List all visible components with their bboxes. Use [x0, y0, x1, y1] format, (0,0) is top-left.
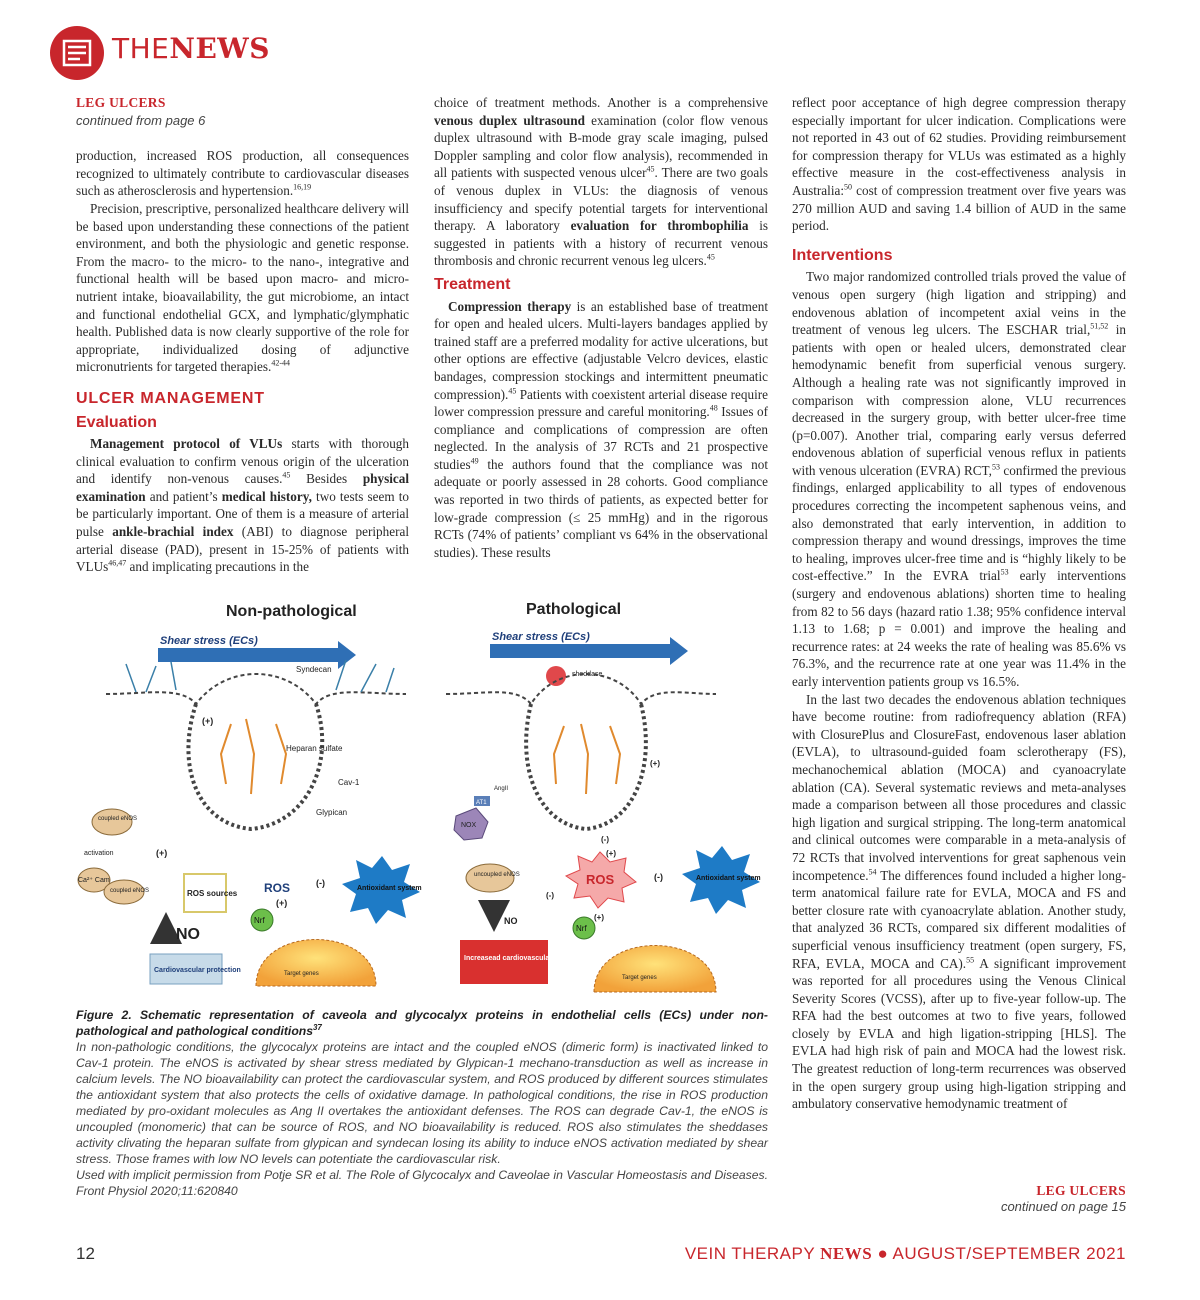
subheading: Evaluation [76, 413, 157, 431]
label-nrf-left: Nrf [254, 916, 265, 925]
heparan-strand-right [554, 724, 620, 794]
column-3 [792, 94, 1126, 1113]
masthead-title: THENEWS [112, 32, 270, 65]
label-target-genes-right: Target genes [622, 975, 657, 981]
paragraph: In the last two decades the endovenous ablation techniques have become routine: from radiofrequency ablation (RFA) with ClosurePlus and ClosureFast, endovenous laser ablation (EVLA), to ultrasound-guided foam sclerotherapy (FS), mechanochemical ablation (MOCA) and cyanoacrylate ablation (CA). Several systematic reviews and meta-analyses made a comparison between all those procedures and classic high ligation and surgical stripping. The long-term anatomical and clinical outcomes were comparable in a meta-analysis of 72 RCTs that involved interventions for great saphenous vein incompetence.$^{54}$ The differences found included a higher long-term anatomical failure rate for EVLA, MOCA and FS and better closure rate with cyanoacrylate ablation. Another study, that analyzed 36 RCTs, compared six different modalities of superficial venous insufficiency treatment (open surgery, FS, RFA, EVLA, MOCA and CA).$^{55}$ A significant improvement was reported for all procedures using the Venous Clinical Severity Scores (VCSS), after up to five-year follow-up. The RFA had the best outcomes at two to five years, followed closely by EVLA and high ligation-stripping [HLS]. The EVLA had high risk of pain and MOCA had the lowest risk. The greatest reduction of long-term recurrences was observed in the open surgery group using high-ligation stripping and ambulatory conservative hemodynamic treatment of [792, 691, 1126, 1112]
figure-2-diagram [76, 594, 768, 1000]
label-ros-left: ROS [264, 881, 291, 895]
column-1 [76, 94, 409, 576]
label-nrf-right: Nrf [576, 924, 587, 933]
subheading: Interventions [792, 246, 893, 264]
publication-line: VEIN THERAPY NEWS ● AUGUST/SEPTEMBER 2021 [684, 1244, 1126, 1263]
bullet-icon: ● [877, 1244, 889, 1263]
caveola-body-right [526, 704, 646, 829]
paragraph: Precision, prescriptive, personalized healthcare delivery will be based upon understanding these connections of the patient environment, and both the physiologic and genetic response. From the macro- to the micro- to the nano-, integrative and functional health will be based upon macro- and micro-nutrient intake, bioavailability, the gut microbiome, an intact and functional endothelial GCX, and lymphatic/glymphatic health. Published data is now clearly supportive of the role for appropriate, individualized dosing of adjunctive micronutrients for targeted therapies.$^{42-44}$ [76, 200, 409, 375]
label-syndecan: Syndecan [296, 665, 332, 674]
paragraph: reflect poor acceptance of high degree compression therapy especially important for ulcer indication. Complications were not reported in 43 out of 62 studies. Providing reimbursement for compression therapy for VLUs was estimated as a highly effective measure in the cost-effectiveness analysis in Australia:$^{50}$ cost of compression treatment over five years was 270 million AUD and saving 1.4 billion of AUD in the same period. [792, 95, 1126, 234]
label-minus-3: (-) [546, 891, 554, 900]
shear-label-right: Shear stress (ECs) [492, 631, 590, 643]
label-plus-6: (+) [594, 913, 604, 922]
label-at1: AT1 [476, 800, 487, 806]
label-minus-2: (-) [601, 835, 609, 844]
continued-from: continued from page 6 [76, 112, 206, 128]
label-antioxidant-right: Antioxidant system [696, 875, 761, 882]
masthead-logo [50, 26, 410, 82]
shear-arrow-left [158, 648, 338, 662]
label-target-genes-left: Target genes [284, 971, 319, 977]
label-ros-right: ROS [586, 872, 615, 887]
label-uncoupled-enos: uncoupled eNOS [474, 872, 520, 878]
coupled-enos-left [92, 809, 132, 835]
sheddase-icon [546, 666, 566, 686]
increased-risk-box [460, 940, 548, 984]
paragraph: production, increased ROS production, all consequences recognized to ultimately contribute to cardiovascular diseases such as atherosclerosis and hypertension.$^{16,19}$ [76, 148, 409, 199]
section-kicker: LEG ULCERS [1036, 1183, 1126, 1198]
shear-arrowhead-left [338, 641, 356, 669]
label-coupled-enos: coupled eNOS [98, 816, 138, 822]
shear-arrow-right [490, 644, 670, 658]
label-plus-3: (+) [276, 898, 288, 908]
label-minus-4: (-) [654, 872, 663, 882]
column-2 [434, 94, 768, 561]
label-coupled-enos-2: coupled eNOS [110, 888, 150, 894]
label-sheddase: sheddase [572, 671, 603, 678]
label-nox: NOX [461, 822, 477, 829]
left-panel-title: Non-pathological [226, 603, 357, 620]
caveola-membrane-right [446, 674, 716, 704]
label-minus-1: (-) [316, 878, 325, 888]
label-plus-5: (+) [606, 849, 616, 858]
continued-on: continued on page 15 [1000, 1199, 1126, 1214]
cell-nucleus-right [594, 946, 716, 993]
heparan-strand [221, 719, 286, 794]
paragraph: Management protocol of VLUs starts with thorough clinical evaluation to confirm venous origin of the ulceration and identify non-venous causes.$^{45}$ Besides physical examination and patient’s medical history, two tests seem to be particularly important. One of them is a measure of arterial pulse ankle-brachial index (ABI) to diagnose peripheral arterial disease (PAD), present in 15-25% of patients with VLUs$^{46,47}$ and implicating precautions in the [76, 436, 409, 575]
caption-title: Figure 2. Schematic representation of caveola and glycocalyx proteins in endothelial cells (ECs) under non-pathological and pathological conditions$^{37}$ [76, 1008, 768, 1038]
paragraph: choice of treatment methods. Another is a comprehensive venous duplex ultrasound examination (color flow venous duplex ultrasound with B-mode gray scale imaging, pulsed Doppler sampling and color flow analysis), recommended in all patients with suspected venous ulcer$^{45}$. There are two goals of venous duplex in VLUs: the diagnosis of venous insufficiency and specify potential targets for interventional therapy. A laboratory evaluation for thrombophilia is suggested in patients with a history of recurrent venous thrombosis and chronic recurrent venous leg ulcers.$^{45}$ [434, 95, 769, 269]
uncoupled-enos [466, 864, 514, 892]
page-number: 12 [76, 1244, 95, 1263]
label-increased-risk: Increasead cardiovascular risks [464, 955, 571, 962]
label-angii: AngII [494, 786, 509, 792]
right-panel-title: Pathological [526, 601, 622, 618]
glycocalyx-strand [126, 660, 394, 692]
label-no-right: NO [504, 916, 518, 926]
label-no-left: NO [176, 926, 200, 943]
shear-label-left: Shear stress (ECs) [160, 635, 258, 647]
newspaper-icon [50, 26, 104, 80]
paragraph: Two major randomized controlled trials proved the value of venous open surgery (high ligation and stripping) and endovenous ablation of incompetent axial veins in the treatment of venous leg ulcers. The ESCHAR trial,$^{51,52}$ in patients with open or healed ulcers, demonstrated clear hemodynamic benefit from superficial venous surgery. Although a healing rate was not significantly improved in comparison with compression alone, VLU recurrences decreased in the surgery group, with better ulcer-free time (p=0.007). Another trial, comparing early versus deferred endovenous ablation of superficial venous reflux in patients with venous ulceration (EVRA) RCT,$^{53}$ confirmed the previous findings, enlarged applicability to all types of endovenous procedures correcting the incompetent saphenous veins, and also demonstrated that early intervention, in addition to compression therapy and wound dressings, improves the time to healing, improves ulcer-free time and is “highly likely to be cost-effective.” In the EVRA trial$^{53}$ early interventions (surgery and endovenous ablations) shorten time to healing from 82 to 56 days (hazard ratio 1.38; 95% confidence interval 1.13 to 1.68; p = 0.001) and improve the healing and recurrence rates: at 24 weeks the rate of healing was 85.6% vs 76.3%, and the recurrence rate at one year was 11.4% in the early intervention patients group vs 16.5%. [792, 269, 1126, 689]
label-activation: activation [84, 850, 114, 857]
caption-credit: Used with implicit permission from Potje SR et al. The Role of Glycocalyx and Caveolae in Vascular Homeostasis and Diseases. Front Physiol 2020;11:620840 [76, 1168, 768, 1198]
paragraph: Compression therapy is an established base of treatment for open and healed ulcers. Multi-layers bandages applied by trained staff are a preferred modality for active ulcerations, but other options are effective (adjustable Velcro devices, elastic bandages, compression stockings and intermittent pneumatic compression).$^{45}$ Patients with coexistent arterial disease require lower compression pressure and careful monitoring.$^{48}$ Issues of compliance and complications of compression are often neglected. In the analysis of 37 RCTs and 21 prospective studies$^{49}$ the authors found that the compliance was not adequate or poorly assessed in 28 cohorts. Good compliance was reported in two thirds of patients, as expected better for low-grade compression (≤ 25 mmHg) and in the rigorous RCTs (74% of patients’ compliant vs 64% in the observational studies). These results [434, 298, 768, 560]
label-ros-sources: ROS sources [187, 889, 238, 898]
continued-on-block [792, 1183, 1126, 1214]
label-cardio-protection: Cardiovascular protection [154, 967, 241, 974]
caption-body: In non-pathologic conditions, the glycocalyx proteins are intact and the coupled eNOS (dimeric form) is inactivated linked to Cav-1 protein. The eNOS is activated by shear stress mediated by Glypican-1 mechano-transduction as well as increase in calcium levels. The NO bioavailability can protect the cardiovascular system, and ROS produced by different sources stimulates the antioxidant system that also protects the cells of oxidative damage. In pathological conditions, the rise in ROS production mediated by pro-oxidant molecules as Ang II overtakes the antioxidant defenses. The ROS can degrade Cav-1, the eNOS is uncoupled (monomeric) that can be source of ROS, and NO bioavailability is reduced. ROS also stimulates the sheddases activity clivating the heparan sulfate from glypican and syndecan losing its ability to induce eNOS activation mediated by shear stress. Those frames with low NO levels can potentiate the cardiovascular risk. [76, 1040, 768, 1166]
label-plus-1: (+) [202, 716, 214, 726]
subheading: Treatment [434, 275, 511, 293]
shear-arrowhead-right [670, 637, 688, 665]
cell-nucleus-left [256, 940, 376, 987]
figure-caption [76, 1007, 768, 1199]
label-plus-4: (+) [650, 759, 660, 768]
section-kicker: LEG ULCERS [76, 95, 166, 110]
label-plus-2: (+) [156, 848, 168, 858]
label-glypican: Glypican [316, 808, 348, 817]
label-cav1: Cav-1 [338, 778, 360, 787]
section-heading: ULCER MANAGEMENT [76, 389, 265, 407]
page-footer [76, 1244, 1126, 1268]
label-heparan: Heparan sulfate [286, 744, 343, 753]
label-antioxidant-left: Antioxidant system [357, 885, 422, 892]
label-cam: Ca²⁺ Cam [78, 877, 110, 884]
